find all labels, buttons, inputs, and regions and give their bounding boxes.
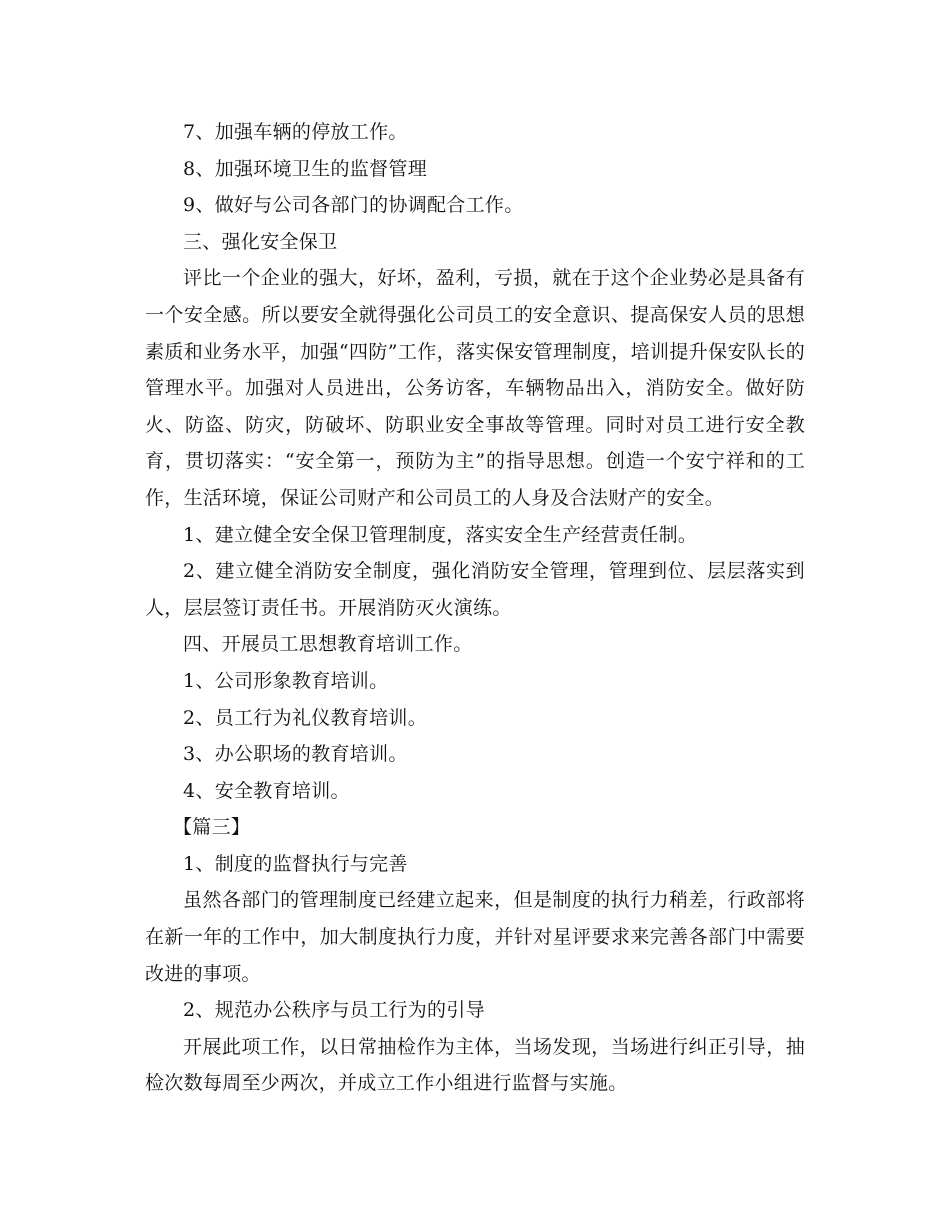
list-item: 3、办公职场的教育培训。 [183, 743, 408, 766]
list-item: 2、员工行为礼仪教育培训。 [183, 706, 427, 729]
list-item: 2、建立健全消防安全制度，强化消防安全管理，管理到位、层层落实到人，层层签订责任书。开展消防灭火演练。 [145, 560, 805, 619]
part-heading: 【篇三】 [173, 816, 251, 839]
list-item: 1、公司形象教育培训。 [183, 669, 389, 692]
body-paragraph: 虽然各部门的管理制度已经建立起来，但是制度的执行力稍差，行政部将在新一年的工作中，加大制度执行力度，并针对星评要求来完善各部门中需要改进的事项。 [145, 889, 805, 985]
section-heading: 四、开展员工思想教育培训工作。 [183, 633, 473, 656]
subsection-heading: 1、制度的监督执行与完善 [183, 852, 408, 875]
list-item: 1、建立健全安全保卫管理制度，落实安全生产经营责任制。 [183, 523, 698, 546]
section-heading: 三、强化安全保卫 [183, 230, 338, 253]
body-paragraph: 开展此项工作，以日常抽检作为主体，当场发现，当场进行纠正引导，抽检次数每周至少两次，并成立工作小组进行监督与实施。 [145, 1035, 805, 1095]
subsection-heading: 2、规范办公秩序与员工行为的引导 [183, 999, 485, 1022]
list-item: 9、做好与公司各部门的协调配合工作。 [183, 194, 524, 217]
list-item: 4、安全教育培训。 [183, 779, 350, 802]
list-item: 8、加强环境卫生的监督管理 [183, 157, 427, 180]
body-paragraph: 评比一个企业的强大，好坏，盈利，亏损，就在于这个企业势必是具备有一个安全感。所以要安全就得强化公司员工的安全意识、提高保安人员的思想素质和业务水平，加强“四防”工作，落实保安管理制度，培训提升保安队长的管理水平。加强对人员进出，公务访客，车辆物品出入，消防安全。做好防火、防盗、防灾，防破坏、防职业安全事故等管理。同时对员工进行安全教育，贯切落实：“安全第一，预防为主”的指导思想。创造一个安宁祥和的工作，生活环境，保证公司财产和公司员工的人身及合法财产的安全。 [145, 267, 805, 509]
list-item: 7、加强车辆的停放工作。 [183, 121, 408, 143]
document-body [145, 114, 805, 1102]
